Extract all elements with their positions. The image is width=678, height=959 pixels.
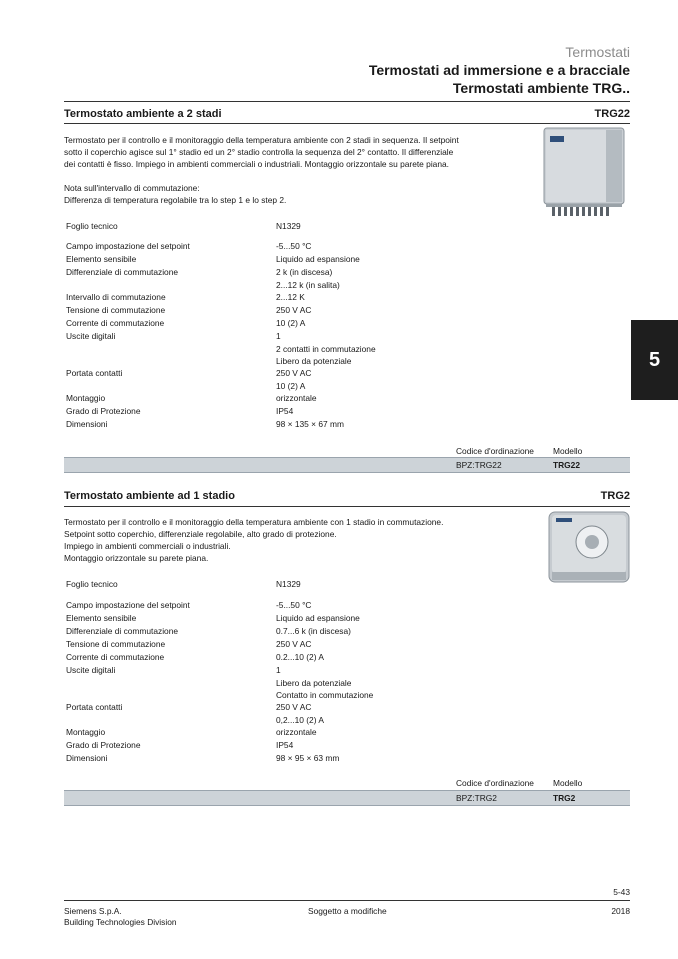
- section1-title: Termostato ambiente a 2 stadi: [64, 108, 222, 120]
- section2-desc-line: Impiego in ambienti commerciali o industriali.: [64, 541, 231, 551]
- order-code[interactable]: BPZ:TRG22: [456, 460, 502, 470]
- spec-value-line: -5...50 °C: [276, 241, 312, 251]
- section1-description: [64, 134, 504, 170]
- section2-order-code-header: Codice d'ordinazione: [456, 778, 534, 788]
- spec-value-line: N1329: [276, 221, 301, 231]
- spec-value: [276, 291, 305, 304]
- spec-value: [276, 701, 324, 726]
- spec-value-line: IP54: [276, 406, 294, 416]
- header-title-line1: Termostati ad immersione e a bracciale: [368, 62, 630, 78]
- spec-label: Grado di Protezione: [66, 740, 141, 750]
- spec-label: Corrente di commutazione: [66, 652, 165, 662]
- spec-value: [276, 638, 311, 651]
- spec-value-line: 2 contatti in commutazione: [276, 343, 376, 354]
- spec-label: Foglio tecnico: [66, 221, 118, 231]
- spec-label: Portata contatti: [66, 702, 123, 712]
- spec-label: Portata contatti: [66, 368, 123, 378]
- order-model: TRG2: [553, 793, 576, 803]
- header-rule: [64, 101, 630, 102]
- section2-order-row[interactable]: [64, 790, 630, 806]
- footer-division: Building Technologies Division: [64, 917, 177, 927]
- spec-value-line: 0.2...10 (2) A: [276, 652, 324, 662]
- spec-value-line: -5...50 °C: [276, 600, 312, 610]
- spec-value: [276, 330, 376, 368]
- spec-value-line: 2...12 K: [276, 292, 305, 302]
- spec-value: [276, 664, 373, 702]
- section1-order-code-header: Codice d'ordinazione: [456, 446, 534, 456]
- spec-value-line: 2...12 k (in salita): [276, 279, 340, 290]
- spec-value-line: 1: [276, 331, 281, 341]
- section2-desc-line: Termostato per il controllo e il monitoraggio della temperatura ambiente con 1 stadio in commutazione.: [64, 517, 444, 527]
- spec-label: Grado di Protezione: [66, 406, 141, 416]
- spec-value: [276, 304, 311, 317]
- footer-company: Siemens S.p.A.: [64, 906, 122, 916]
- spec-value: [276, 392, 317, 405]
- spec-value: [276, 625, 351, 638]
- spec-value: [276, 405, 293, 418]
- spec-label: Uscite digitali: [66, 665, 116, 675]
- section1-code: TRG22: [594, 108, 630, 120]
- spec-value: [276, 220, 301, 233]
- spec-value-line: Libero da potenziale: [276, 677, 352, 688]
- spec-label: Montaggio: [66, 393, 106, 403]
- spec-label: Campo impostazione del setpoint: [66, 600, 190, 610]
- footer-year: 2018: [611, 906, 630, 916]
- spec-value-line: 2 k (in discesa): [276, 267, 333, 277]
- footer-rule: [64, 900, 630, 901]
- section1-order-model-header: Modello: [553, 446, 583, 456]
- spec-label: Differenziale di commutazione: [66, 267, 179, 277]
- spec-value: [276, 253, 360, 266]
- spec-label: Differenziale di commutazione: [66, 626, 179, 636]
- trg22-product-image: [536, 124, 632, 224]
- spec-value: [276, 752, 339, 765]
- spec-value-line: 98 × 95 × 63 mm: [276, 753, 340, 763]
- order-model: TRG22: [553, 460, 580, 470]
- trg2-product-image: [546, 508, 632, 588]
- spec-label: Uscite digitali: [66, 331, 116, 341]
- spec-value-line: orizzontale: [276, 393, 317, 403]
- spec-label: Elemento sensibile: [66, 613, 137, 623]
- spec-value-line: 10 (2) A: [276, 318, 306, 328]
- section1-desc-line: dei contatti è fisso. Impiego in ambienti commerciali o industriali. Montaggio orizzontale su parete piana.: [64, 159, 449, 169]
- section1-order-row[interactable]: [64, 457, 630, 473]
- spec-label: Montaggio: [66, 727, 106, 737]
- spec-label: Elemento sensibile: [66, 254, 137, 264]
- spec-value-line: 250 V AC: [276, 368, 312, 378]
- spec-value: [276, 726, 317, 739]
- spec-value-line: Libero da potenziale: [276, 356, 352, 366]
- spec-value-line: IP54: [276, 740, 294, 750]
- spec-value-line: orizzontale: [276, 727, 317, 737]
- section2-desc-line: Setpoint sotto coperchio, differenziale regolabile, alto grado di protezione.: [64, 529, 337, 539]
- section1-note-line: Nota sull'intervallo di commutazione:: [64, 183, 200, 193]
- spec-label: Campo impostazione del setpoint: [66, 241, 190, 251]
- header-category: Termostati: [565, 44, 630, 60]
- spec-value: [276, 240, 311, 253]
- spec-value: [276, 651, 324, 664]
- spec-value-line: 0.7...6 k (in discesa): [276, 626, 351, 636]
- spec-value-line: Liquido ad espansione: [276, 613, 360, 623]
- spec-value-line: N1329: [276, 579, 301, 589]
- footer-notice: Soggetto a modifiche: [308, 906, 387, 916]
- spec-value-line: Contatto in commutazione: [276, 690, 374, 700]
- spec-label: Corrente di commutazione: [66, 318, 165, 328]
- spec-value: [276, 599, 311, 612]
- spec-value-line: 0,2...10 (2) A: [276, 714, 324, 725]
- spec-label: Foglio tecnico: [66, 579, 118, 589]
- spec-label: Tensione di commutazione: [66, 305, 166, 315]
- spec-value-line: 250 V AC: [276, 702, 312, 712]
- section2-rule: [64, 506, 630, 507]
- section1-desc-line: Termostato per il controllo e il monitoraggio della temperatura ambiente con 2 stadi in sequenza. Il setpoint: [64, 135, 459, 145]
- spec-value-line: 250 V AC: [276, 305, 312, 315]
- spec-value-line: 250 V AC: [276, 639, 312, 649]
- spec-value: [276, 578, 301, 591]
- spec-value: [276, 367, 311, 392]
- section2-description: [64, 516, 514, 564]
- spec-label: Dimensioni: [66, 419, 108, 429]
- section1-desc-line: sotto il coperchio agisce sul 1° stadio ed un 2° stadio controlla la sequenza del 2° contatto. Il differenziale: [64, 147, 454, 157]
- section2-title: Termostato ambiente ad 1 stadio: [64, 490, 235, 502]
- spec-value-line: 1: [276, 665, 281, 675]
- spec-value: [276, 418, 344, 431]
- spec-value: [276, 612, 360, 625]
- section2-code: TRG2: [600, 490, 630, 502]
- spec-value: [276, 266, 340, 291]
- spec-value-line: Liquido ad espansione: [276, 254, 360, 264]
- section2-order-model-header: Modello: [553, 778, 583, 788]
- spec-value-line: 98 × 135 × 67 mm: [276, 419, 344, 429]
- spec-value: [276, 317, 305, 330]
- spec-label: Intervallo di commutazione: [66, 292, 166, 302]
- spec-value-line: 10 (2) A: [276, 380, 306, 391]
- spec-label: Tensione di commutazione: [66, 639, 166, 649]
- section2-desc-line: Montaggio orizzontale su parete piana.: [64, 553, 209, 563]
- chapter-tab: 5: [631, 320, 678, 400]
- page-number: 5-43: [613, 887, 630, 897]
- section1-note-line: Differenza di temperatura regolabile tra lo step 1 e lo step 2.: [64, 195, 287, 205]
- order-code[interactable]: BPZ:TRG2: [456, 793, 497, 803]
- header-title-line2: Termostati ambiente TRG..: [452, 80, 630, 96]
- section1-note: [64, 182, 286, 206]
- spec-value: [276, 739, 293, 752]
- spec-label: Dimensioni: [66, 753, 108, 763]
